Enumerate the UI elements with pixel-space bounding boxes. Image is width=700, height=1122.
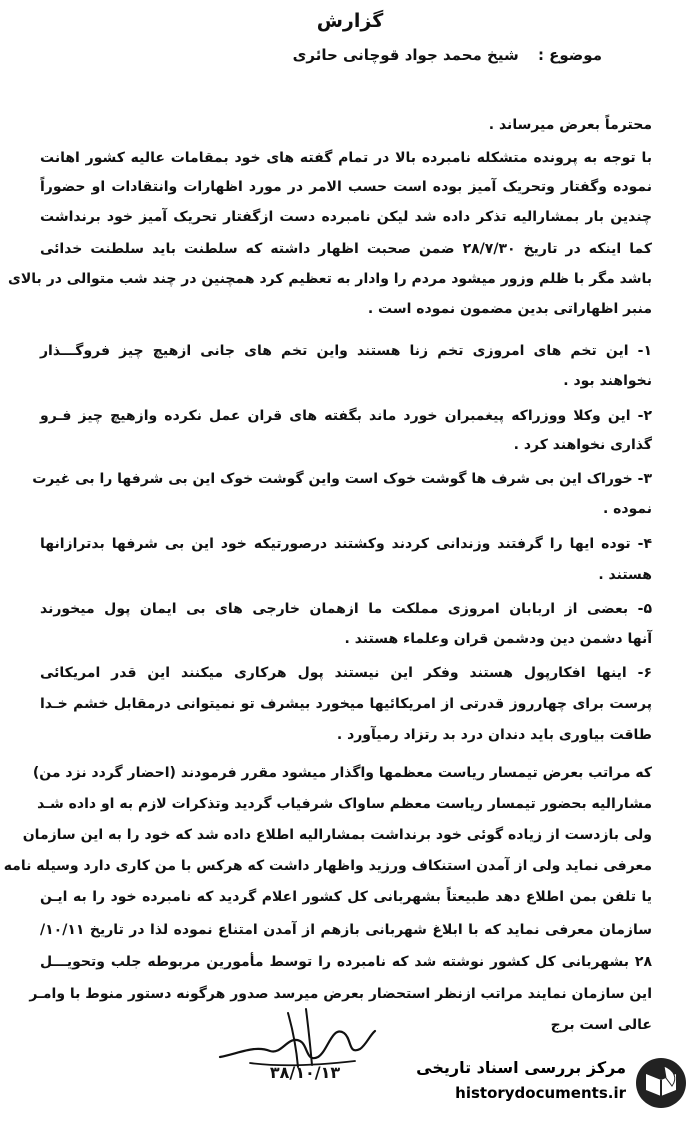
list-item-6-cont: طاقت بیاوری باید دندان درد بد رتزاد رمیآورد . (336, 727, 652, 743)
body-line: ولی بازدست از زیاده گوئی خود برنداشت بمشارالیه اطلاع داده شد که خود را به این سازمان (22, 827, 652, 843)
body-line: یا تلفن بمن اطلاع دهد طبیعتاً بشهربانی کل کشور اعلام گردید که نامبرده خود را به ایـن (40, 889, 652, 905)
body-line: نموده وگفتار وتحریک آمیز بوده است حسب الامر در مورد اظهارات وانتقادات او حضوراً (40, 179, 652, 195)
list-item-2-cont: گذاری نخواهند کرد . (513, 437, 652, 453)
book-feather-icon (634, 1056, 688, 1110)
body-line: مشارالیه بحضور تیمسار ریاست معظم ساواک شرفیاب گردید وتذکرات لازم به او داده شـد (37, 796, 652, 812)
body-line: ۲۸ بشهربانی کل کشور نوشته شد که نامبرده را توسط مأمورین مربوطه جلب وتحویـــل (40, 954, 652, 970)
body-line: این سازمان نمایند مراتب ازنظر استحضار بعرض میرسد صدور هرگونه دستور منوط با وامـر (29, 986, 652, 1002)
watermark-title: مرکز بررسی اسناد تاریخی (416, 1058, 626, 1077)
list-item-4: ۴- توده ایها را گرفتند وزندانی کردند وکشتند درصورتیکه خود این بی شرفها بدترازانها (40, 536, 652, 552)
body-line: کما اینکه در تاریخ ۲۸/۷/۳۰ ضمن صحبت اظهار داشته که سلطنت باید سلطنت خدائی (40, 241, 652, 257)
list-item-2: ۲- این وکلا ووزراکه پیغمبران خورد ماند بگفته های قران عمل نکرده وازهیچ چیز فـرو (40, 408, 652, 424)
list-item-4-cont: هستند . (598, 567, 652, 583)
list-item-3-cont: نموده . (602, 501, 652, 517)
list-item-5: ۵- بعضی از اربابان امروزی مملکت ما ازهمان خارجی های بی ایمان پول میخورند (40, 601, 652, 617)
body-line: که مراتب بعرض تیمسار ریاست معظمها واگذار میشود مقرر فرمودند (احضار گردد نزد من) (32, 765, 652, 781)
report-title: گزارش (316, 10, 384, 32)
signature-date: ۳۸/۱۰/۱۳ (269, 1063, 341, 1082)
body-line: منبر اظهاراتی بدین مضمون نموده است . (367, 301, 652, 317)
list-item-6: ۶- اینها افکارپول هستند وفکر این نیستند پول هرکاری میکنند این قدر امریکائی (40, 665, 652, 681)
subject-value: شیخ محمد جواد قوچانی حائری (292, 46, 519, 64)
body-line: باشد مگر با ظلم وزور میشود مردم را وادار به تعظیم کرد همچنین در چند شب متوالی در بالای (8, 271, 652, 287)
list-item-6-cont: پرست برای چهارروز قدرتی از امریکائیها میخورد بیشرف تو نمیتوانی درمقابل خشم خـدا (40, 696, 652, 712)
body-line: محترماً بعرض میرساند . (488, 117, 652, 133)
body-line: معرفی نماید ولی از آمدن استنکاف ورزید واظهار داشت که هرکس با من کاری دارد وسیله نامه (3, 858, 652, 874)
list-item-1: ۱- این تخم های امروزی تخم زنا هستند واین تخم های جانی ازهیچ چیز فروگـــذار (40, 343, 652, 359)
body-line: با توجه به پرونده متشکله نامبرده بالا در تمام گفته های خود بمقامات عالیه کشور اهانت (40, 150, 652, 166)
subject-line (182, 46, 602, 64)
body-line: سازمان معرفی نماید که با ابلاغ شهربانی بازهم از آمدن امتناع نموده لذا در تاریخ ۱۰/۱۱/ (40, 922, 652, 938)
body-line: عالی است برج (550, 1017, 652, 1033)
archive-watermark (418, 1052, 688, 1114)
list-item-5-cont: آنها دشمن دین ودشمن قران وعلماء هستند . (344, 631, 652, 647)
subject-label: موضوع : (537, 46, 602, 64)
list-item-3: ۳- خوراک این بی شرف ها گوشت خوک است واین گوشت خوک این بی شرفها را بی غیرت (32, 471, 652, 487)
list-item-1-cont: نخواهند بود . (563, 373, 652, 389)
watermark-url: historydocuments.ir (455, 1084, 626, 1102)
body-line: چندین بار بمشارالیه تذکر داده شد لیکن نامبرده دست ازگفتار تحریک آمیز خود برنداشت (40, 209, 652, 225)
